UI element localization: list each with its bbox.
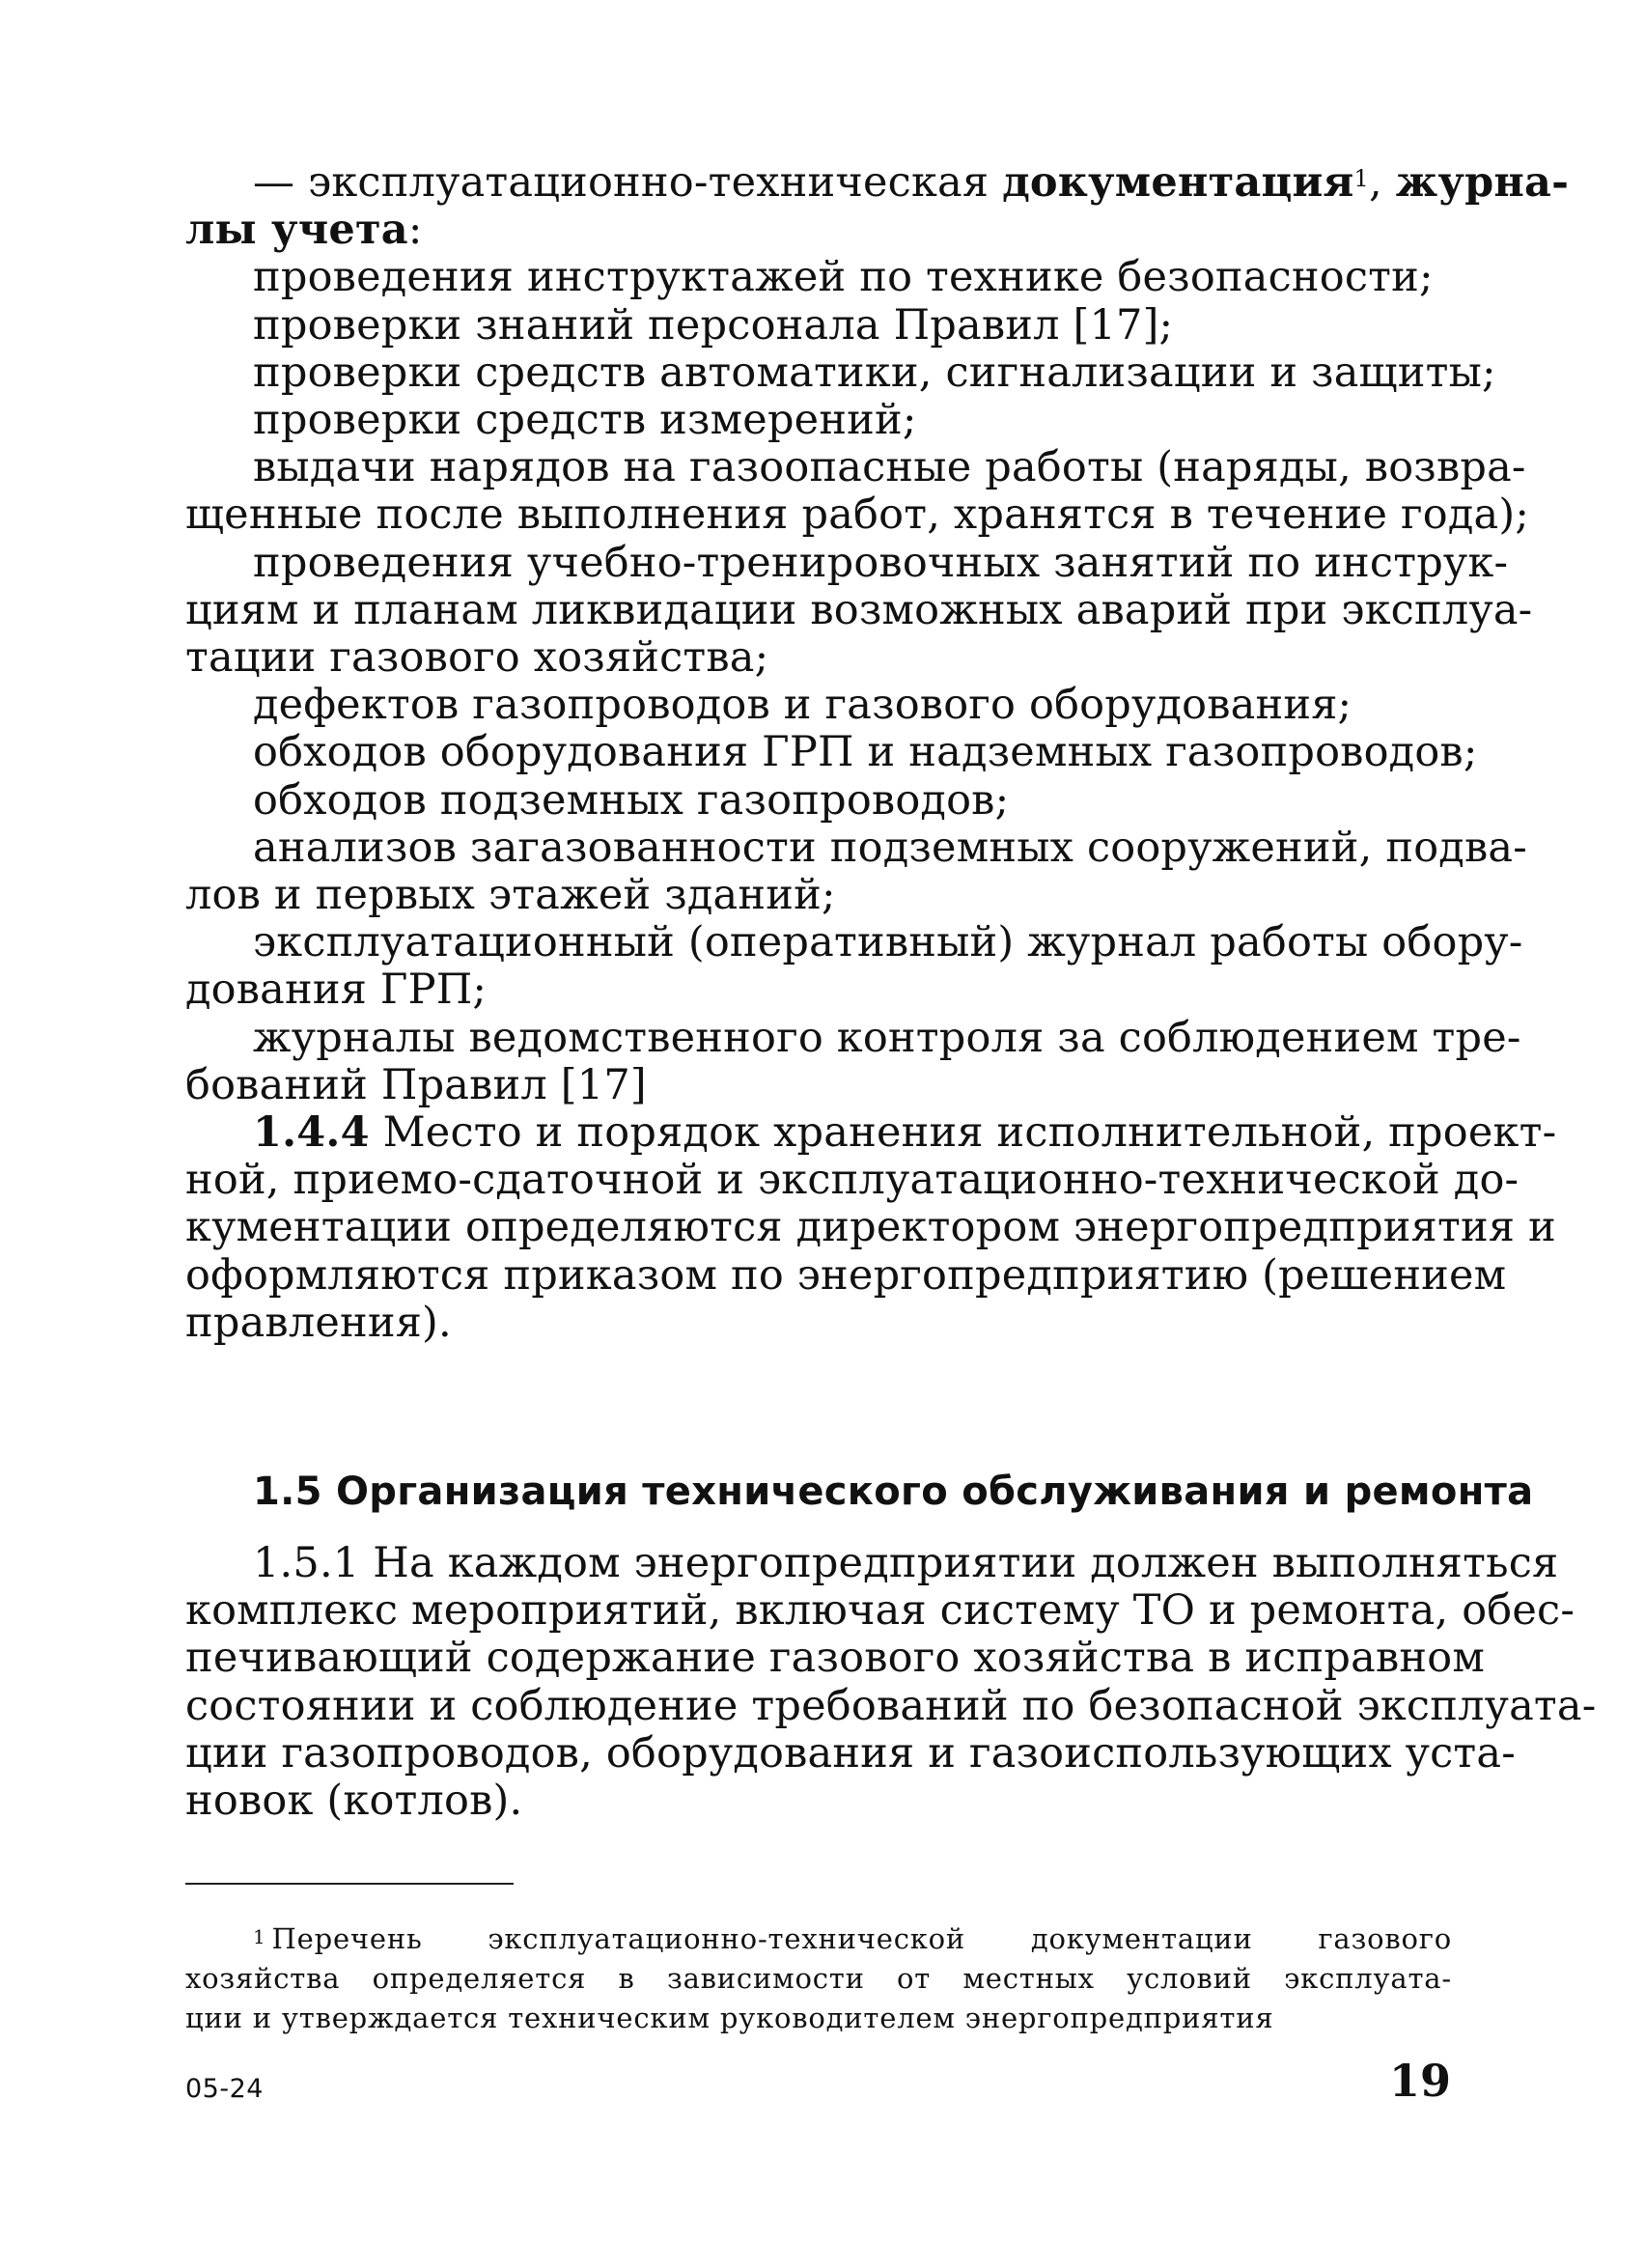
journals-term-cont: лы учета xyxy=(185,206,408,255)
journal-list xyxy=(185,253,1533,1109)
footnote-ref: 1 xyxy=(1353,165,1369,192)
clause-number: 1.5.1 xyxy=(253,1539,360,1587)
paragraph-line: ции газопроводов, оборудования и газоиспользующих уста- xyxy=(185,1728,1516,1778)
clause-text: Место и порядок хранения исполнительной, проект- xyxy=(369,1108,1557,1158)
journals-term: журна- xyxy=(1395,158,1570,207)
page-number: 19 xyxy=(1388,2055,1451,2107)
footnote-line: ции и утверждается техническим руководителем энергопредприятия xyxy=(185,2002,1274,2034)
list-item: проведения учебно-тренировочных занятий по инструк- xyxy=(253,538,1509,587)
list-item: анализов загазованности подземных сооружений, подва- xyxy=(253,823,1527,872)
footnote-body xyxy=(185,1919,1452,2038)
list-item: обходов подземных газопроводов; xyxy=(253,775,1010,825)
list-item: обходов оборудования ГРП и надземных газопроводов; xyxy=(253,728,1478,777)
colon: : xyxy=(407,206,423,255)
footnote-divider xyxy=(185,1883,514,1885)
list-item: циям и планам ликвидации возможных аварий при эксплуа- xyxy=(185,585,1533,634)
paragraph-line: оформляются приказом по энергопредприятию (решением xyxy=(185,1250,1507,1300)
paragraph-line: состоянии и соблюдение требований по безопасной эксплуата- xyxy=(185,1681,1597,1730)
list-item: проверки средств автоматики, сигнализации и защиты; xyxy=(253,348,1496,397)
list-item: проверки знаний персонала Правил [17]; xyxy=(253,300,1174,350)
list-intro-text: — эксплуатационно-техническая xyxy=(253,158,1003,207)
list-item: лов и первых этажей зданий; xyxy=(185,871,836,920)
clause-text: На каждом энергопредприятии должен выполняться xyxy=(359,1539,1559,1587)
footnote-line xyxy=(185,1919,1452,1959)
clause-number: 1.4.4 xyxy=(253,1108,370,1158)
list-item: дования ГРП; xyxy=(185,966,488,1015)
list-item: тации газового хозяйства; xyxy=(185,633,769,683)
clause-1-5-1 xyxy=(185,1539,1597,1826)
footnote xyxy=(185,1919,1452,2038)
list-item: эксплуатационный (оперативный) журнал работы обору- xyxy=(253,918,1523,967)
documentation-term: документация xyxy=(1002,158,1354,207)
paragraph-line: новок (котлов). xyxy=(185,1777,523,1826)
document-code: 05-24 xyxy=(185,2074,264,2104)
paragraph-line: правления). xyxy=(185,1298,452,1347)
list-intro-line xyxy=(185,158,1570,207)
paragraph-line: ной, приемо-сдаточной и эксплуатационно-технической до- xyxy=(185,1156,1520,1205)
footnote-text: Перечень эксплуатационно-технической документации газового xyxy=(271,1922,1452,1955)
clause-1-4-4-body xyxy=(185,1156,1556,1347)
paragraph-line: печивающий содержание газового хозяйства в исправном xyxy=(185,1634,1485,1683)
list-item: выдачи нарядов на газоопасные работы (наряды, возвра- xyxy=(253,443,1526,492)
list-item: проведения инструктажей по технике безопасности; xyxy=(253,253,1434,302)
clause-1-5-1-body xyxy=(185,1586,1597,1826)
list-intro-line-2 xyxy=(185,207,1452,254)
list-item: щенные после выполнения работ, хранятся в течение года); xyxy=(185,490,1530,540)
list-block xyxy=(185,158,1570,1347)
list-intro-sep: , xyxy=(1368,158,1396,207)
paragraph-line: комплекс мероприятий, включая систему ТО и ремонта, обес- xyxy=(185,1586,1575,1636)
clause-1-4-4-first-line xyxy=(185,1108,1557,1158)
footnote-marker: 1 xyxy=(253,1925,266,1948)
list-item: проверки средств измерений; xyxy=(253,396,917,445)
paragraph-line: кументации определяются директором энергопредприятия и xyxy=(185,1203,1556,1252)
list-item: бований Правил [17] xyxy=(185,1060,647,1109)
list-item: журналы ведомственного контроля за соблюдением тре- xyxy=(253,1013,1521,1062)
list-item: дефектов газопроводов и газового оборудования; xyxy=(253,681,1352,730)
footnote-line: хозяйства определяется в зависимости от местных условий эксплуата- xyxy=(185,1962,1452,1995)
clause-1-5-1-first-line xyxy=(185,1539,1559,1587)
section-heading: 1.5 Организация технического обслуживания и ремонта xyxy=(253,1470,1534,1514)
